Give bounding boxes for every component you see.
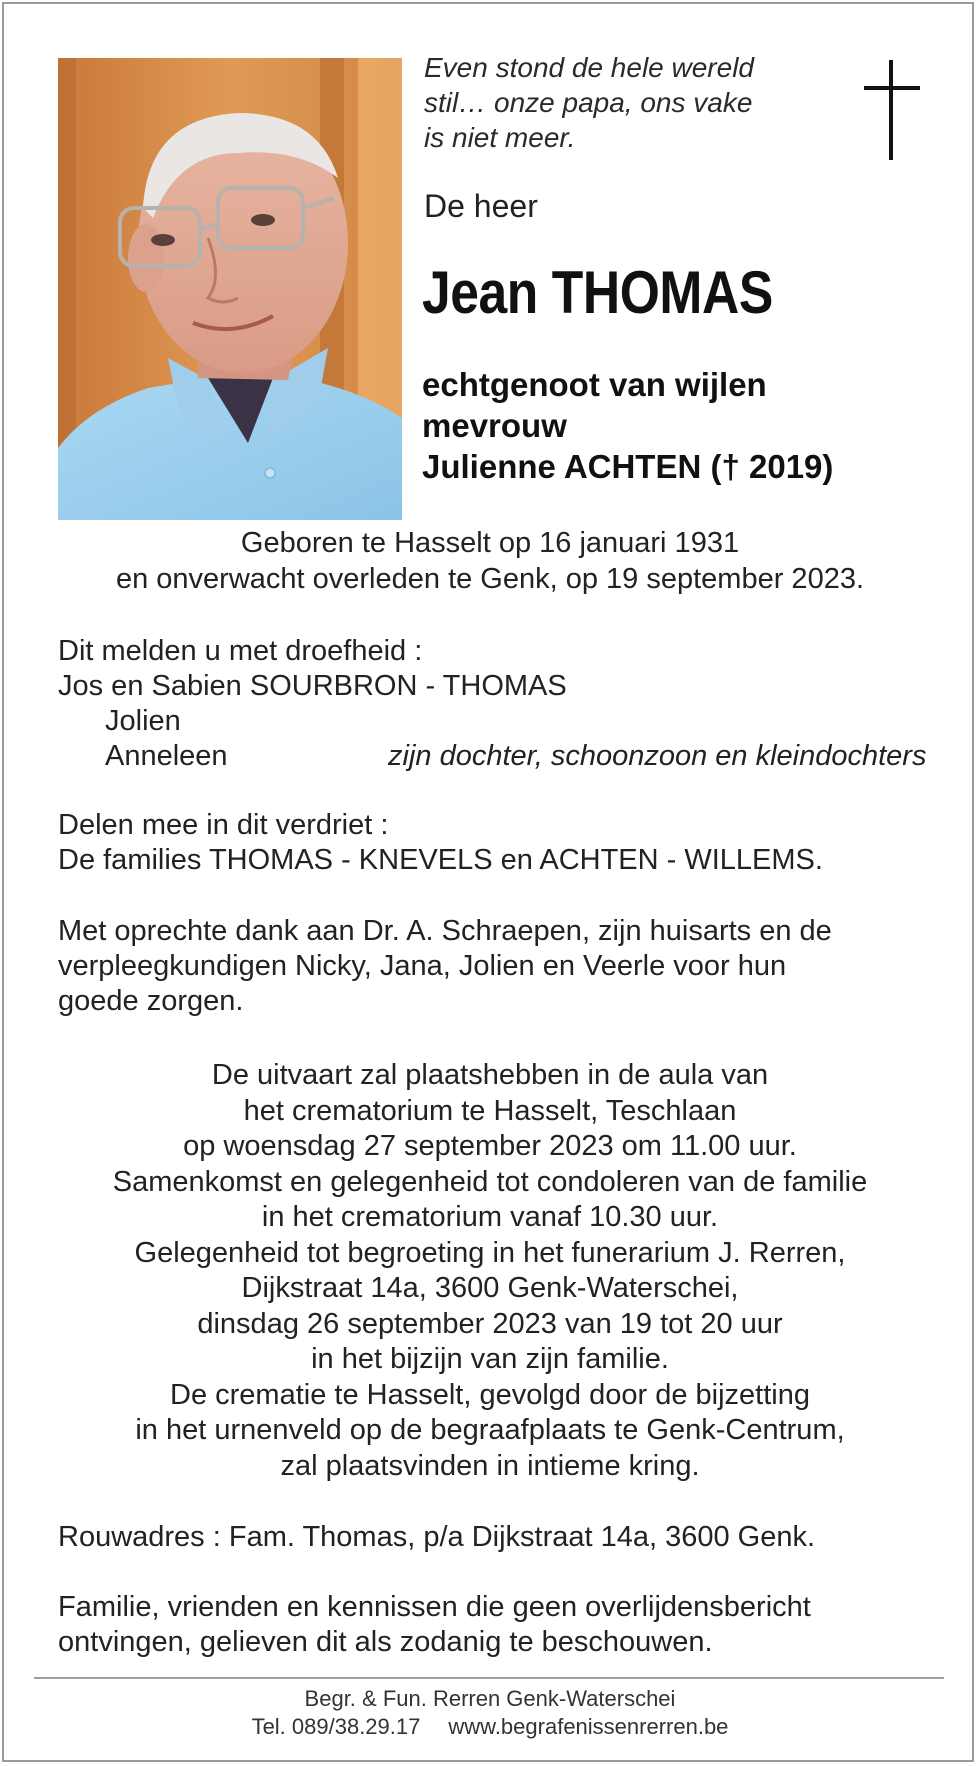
poem-line: stil… onze papa, ons vake	[424, 87, 753, 118]
grandchild: Jolien	[105, 705, 181, 737]
relationship-note: zijn dochter, schoonzoon en kleindochters	[388, 740, 927, 772]
funeral-line: Gelegenheid tot begroeting in het funerarium J. Rerren,	[134, 1236, 846, 1269]
poem	[424, 50, 824, 155]
sharing-families: De families THOMAS - KNEVELS en ACHTEN - WILLEMS.	[58, 844, 823, 876]
funeral-line: De uitvaart zal plaatshebben in de aula van	[211, 1059, 769, 1091]
funeral-line: in het crematorium vanaf 10.30 uur.	[261, 1201, 719, 1233]
death-line: en onverwacht overleden te Genk, op 19 september 2023.	[115, 562, 865, 595]
announcers-family: Jos en Sabien SOURBRON - THOMAS	[58, 670, 567, 702]
notice-block	[58, 1590, 811, 1660]
spouse-line: mevrouw	[422, 407, 567, 444]
phone-number: Tel. 089/38.29.17	[251, 1714, 421, 1739]
birth-line: Geboren te Hasselt op 16 januari 1931	[240, 527, 740, 559]
portrait-photo	[58, 58, 402, 520]
notice-line: Familie, vrienden en kennissen die geen overlijdensbericht	[58, 1591, 811, 1623]
funeral-line: in het urnenveld op de begraafplaats te Genk-Centrum,	[135, 1414, 845, 1446]
funeral-line: op woensdag 27 september 2023 om 11.00 uur.	[183, 1130, 797, 1162]
sharing-block	[58, 808, 823, 878]
mourning-address: Rouwadres : Fam. Thomas, p/a Dijkstraat 14a, 3600 Genk.	[58, 1521, 816, 1553]
spouse-info	[422, 364, 833, 487]
footer-contact	[0, 1713, 980, 1741]
thanks-line: Met oprechte dank aan Dr. A. Schraepen, zijn huisarts en de	[58, 915, 832, 947]
announcers-block	[58, 634, 928, 774]
thanks-line: goede zorgen.	[58, 985, 244, 1017]
website-link[interactable]: www.begrafenissenrerren.be	[448, 1714, 729, 1739]
footer	[0, 1685, 980, 1741]
funeral-home-name: Begr. & Fun. Rerren Genk-Waterschei	[304, 1686, 676, 1711]
funeral-line: in het bijzijn van zijn familie.	[311, 1343, 669, 1375]
sharing-intro: Delen mee in dit verdriet :	[58, 809, 389, 841]
notice-line: ontvingen, gelieven dit als zodanig te beschouwen.	[58, 1626, 713, 1658]
spouse-line: Julienne ACHTEN († 2019)	[422, 448, 834, 485]
announcers-intro: Dit melden u met droefheid :	[58, 635, 423, 667]
poem-line: Even stond de hele wereld	[424, 52, 754, 83]
funeral-line: Samenkomst en gelegenheid tot condoleren van de familie	[112, 1165, 868, 1198]
footer-divider	[34, 1677, 944, 1679]
funeral-line: het crematorium te Hasselt, Teschlaan	[243, 1094, 737, 1127]
spouse-line: echtgenoot van wijlen	[422, 366, 767, 403]
cross-icon	[864, 60, 920, 160]
salutation: De heer	[424, 188, 538, 224]
funeral-line: De crematie te Hasselt, gevolgd door de bijzetting	[170, 1378, 810, 1411]
funeral-details	[0, 1058, 980, 1484]
thanks-line: verpleegkundigen Nicky, Jana, Jolien en Veerle voor hun	[58, 950, 787, 982]
funeral-line: dinsdag 26 september 2023 van 19 tot 20 uur	[197, 1307, 783, 1340]
birth-death-dates	[0, 526, 980, 597]
funeral-line: Dijkstraat 14a, 3600 Genk-Waterschei,	[241, 1272, 739, 1304]
poem-line: is niet meer.	[424, 122, 576, 153]
deceased-name: Jean THOMAS	[422, 259, 773, 326]
thanks-block	[58, 914, 832, 1019]
portrait-illustration	[58, 58, 402, 520]
funeral-line: zal plaatsvinden in intieme kring.	[280, 1449, 700, 1482]
grandchild: Anneleen	[105, 740, 228, 772]
grandchild-row	[58, 739, 928, 774]
